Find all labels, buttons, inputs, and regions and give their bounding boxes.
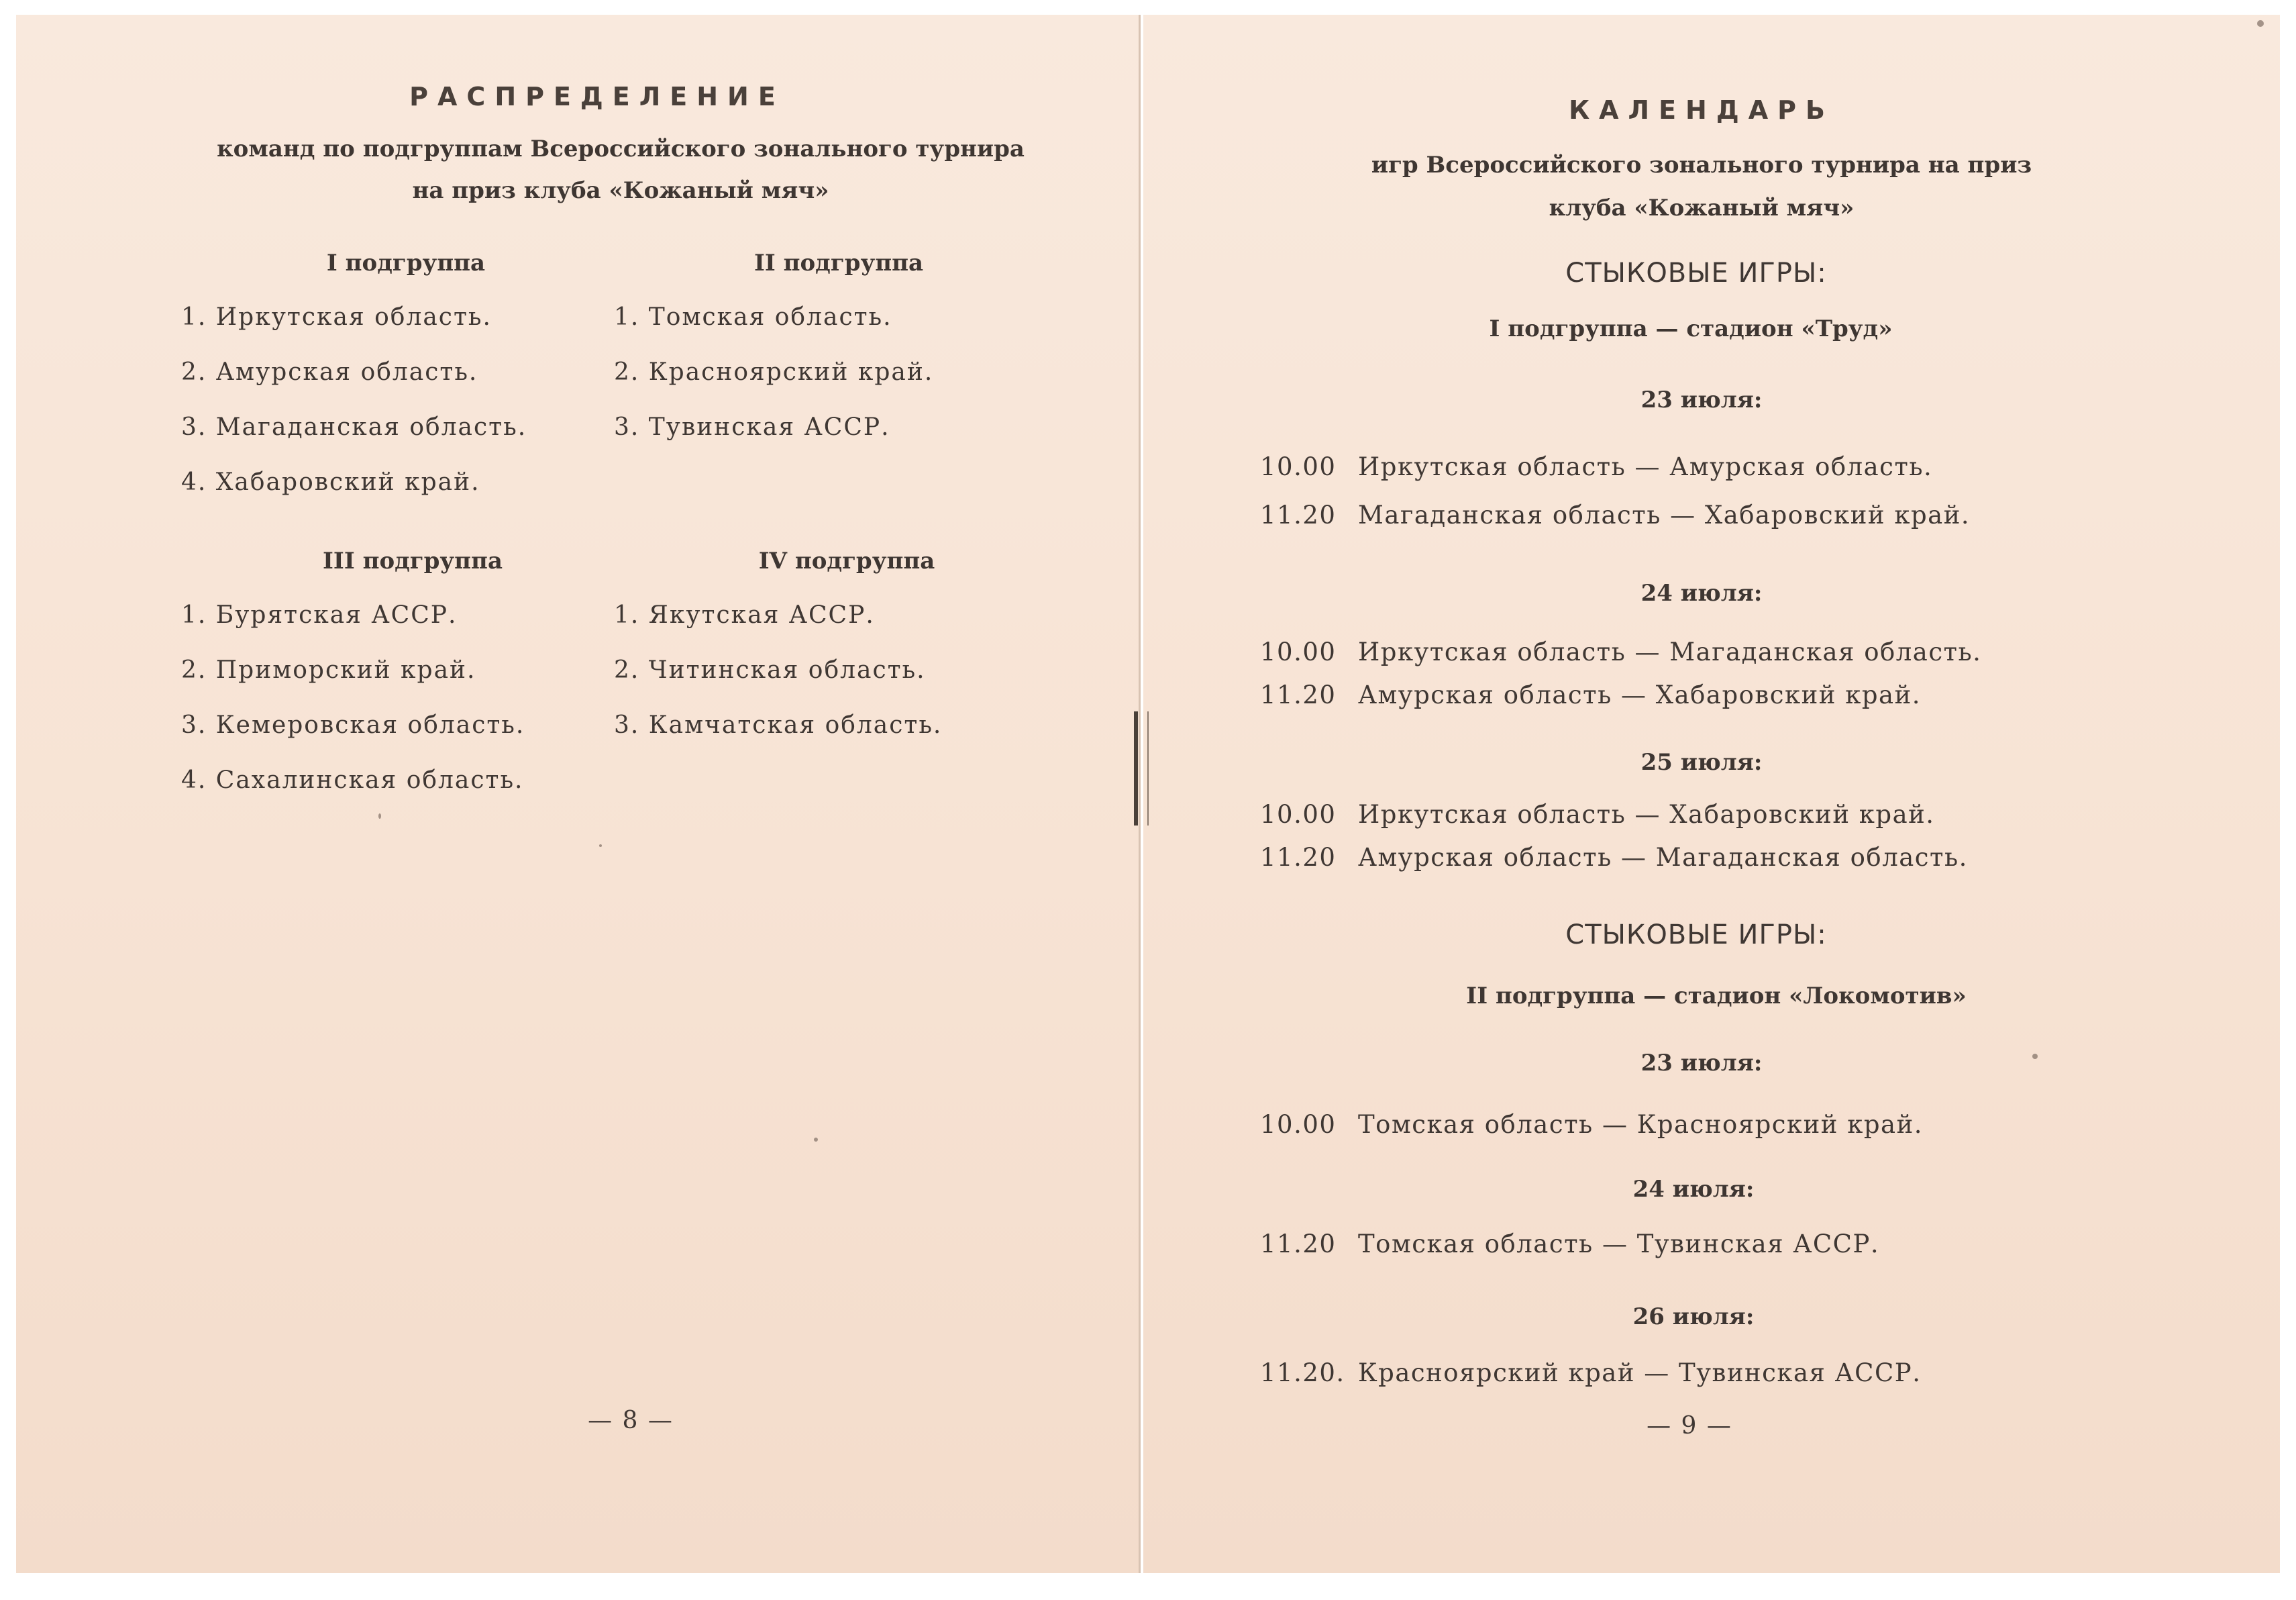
- group-2-heading: II подгруппа: [753, 250, 924, 277]
- game-time: 11.20.: [1260, 1358, 1345, 1387]
- group-2-team: 1. Томская область.: [614, 303, 892, 331]
- page-number-right: — 9 —: [1647, 1412, 1732, 1440]
- game-row: [1260, 1358, 1921, 1387]
- left-page: [16, 15, 1141, 1573]
- paper-speck: [2032, 1054, 2038, 1059]
- game-match: Магаданская область — Хабаровский край.: [1358, 501, 1971, 530]
- group-1-team: 3. Магаданская область.: [181, 413, 527, 441]
- section-1-heading: СТЫКОВЫЕ ИГРЫ:: [1565, 258, 1827, 289]
- game-match: Томская область — Красноярский край.: [1358, 1110, 1924, 1139]
- page-number-left: — 8 —: [588, 1407, 674, 1434]
- game-match: Иркутская область — Хабаровский край.: [1358, 800, 1935, 829]
- game-match: Амурская область — Хабаровский край.: [1358, 681, 1921, 709]
- section-1-day-2-date: 24 июля:: [1640, 580, 1763, 607]
- section-2-day-1-date: 23 июля:: [1640, 1050, 1763, 1077]
- distribution-subtitle-line2: на приз клуба «Кожаный мяч»: [412, 177, 829, 204]
- group-1-team: 1. Иркутская область.: [181, 303, 492, 331]
- game-row: [1260, 638, 1981, 666]
- right-page: [1143, 15, 2280, 1573]
- section-2-heading: СТЫКОВЫЕ ИГРЫ:: [1565, 919, 1827, 950]
- game-time: 10.00: [1260, 1110, 1337, 1139]
- game-row: [1260, 452, 1932, 481]
- group-3-team: 4. Сахалинская область.: [181, 766, 524, 794]
- section-1-day-3-date: 25 июля:: [1640, 749, 1763, 776]
- group-3-team: 1. Бурятская АССР.: [181, 601, 458, 629]
- game-match: Красноярский край — Тувинская АССР.: [1358, 1358, 1922, 1387]
- group-1-team: 4. Хабаровский край.: [181, 468, 480, 496]
- game-row: [1260, 681, 1921, 709]
- paper-speck: [599, 844, 602, 847]
- game-time: 11.20: [1260, 501, 1337, 530]
- group-3-team: 2. Приморский край.: [181, 656, 476, 684]
- game-row: [1260, 800, 1935, 829]
- game-match: Иркутская область — Магаданская область.: [1358, 638, 1982, 666]
- section-1-venue: I подгруппа — стадион «Труд»: [1489, 315, 1893, 342]
- group-2-team: 3. Тувинская АССР.: [614, 413, 890, 441]
- game-time: 11.20: [1260, 1230, 1337, 1258]
- game-row: [1260, 501, 1970, 530]
- game-time: 10.00: [1260, 800, 1337, 829]
- group-4-heading: IV подгруппа: [758, 548, 935, 574]
- group-4-team: 3. Камчатская область.: [614, 711, 943, 739]
- calendar-title: КАЛЕНДАРЬ: [1569, 95, 1834, 125]
- paper-speck: [2257, 20, 2264, 27]
- group-3-team: 3. Кемеровская область.: [181, 711, 525, 739]
- game-row: [1260, 1110, 1923, 1139]
- game-time: 11.20: [1260, 681, 1337, 709]
- section-1-day-1-date: 23 июля:: [1640, 387, 1763, 413]
- game-row: [1260, 843, 1968, 872]
- group-3-heading: III подгруппа: [323, 548, 503, 574]
- paper-speck: [814, 1138, 818, 1142]
- calendar-subtitle-line1: игр Всероссийского зонального турнира на приз: [1371, 152, 2032, 179]
- distribution-subtitle-line1: команд по подгруппам Всероссийского зонального турнира: [217, 136, 1025, 162]
- section-2-day-3-date: 26 июля:: [1632, 1303, 1755, 1330]
- group-1-heading: I подгруппа: [326, 250, 486, 277]
- group-4-team: 2. Читинская область.: [614, 656, 926, 684]
- game-row: [1260, 1230, 1879, 1258]
- group-1-team: 2. Амурская область.: [181, 358, 478, 386]
- group-4-team: 1. Якутская АССР.: [614, 601, 875, 629]
- game-time: 11.20: [1260, 843, 1337, 872]
- calendar-subtitle-line2: клуба «Кожаный мяч»: [1549, 195, 1855, 221]
- group-2-team: 2. Красноярский край.: [614, 358, 934, 386]
- game-match: Иркутская область — Амурская область.: [1358, 452, 1933, 481]
- game-time: 10.00: [1260, 638, 1337, 666]
- game-time: 10.00: [1260, 452, 1337, 481]
- section-2-day-2-date: 24 июля:: [1632, 1176, 1755, 1203]
- game-match: Амурская область — Магаданская область.: [1358, 843, 1968, 872]
- section-2-venue: II подгруппа — стадион «Локомотив»: [1466, 983, 1967, 1009]
- paper-speck: [378, 813, 381, 819]
- distribution-title: РАСПРЕДЕЛЕНИЕ: [409, 82, 785, 111]
- game-match: Томская область — Тувинская АССР.: [1358, 1230, 1880, 1258]
- booklet-spine-staple: [1134, 711, 1149, 826]
